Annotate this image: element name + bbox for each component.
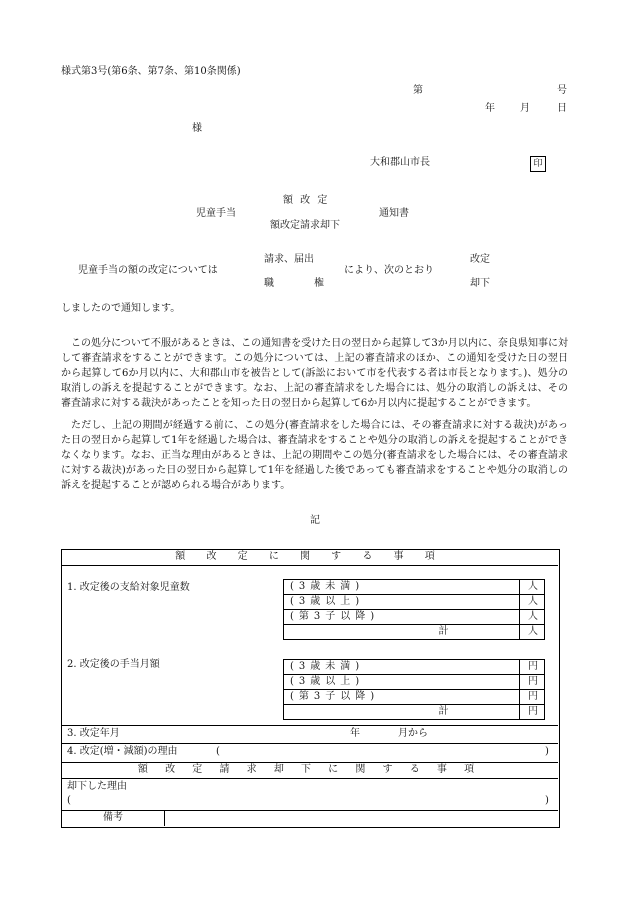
remarks-label: 備考: [103, 812, 123, 823]
reject-paren-open: (: [67, 795, 71, 806]
title-option-reject: 額改定請求却下: [270, 220, 340, 231]
cat-total: 計: [284, 705, 520, 720]
item3-year: 年: [350, 728, 360, 739]
child-count-table: [283, 579, 545, 640]
official-seal: 印: [530, 156, 546, 172]
unit-person: 人: [520, 625, 545, 640]
title-right: 通知書: [379, 208, 409, 219]
title-option-revision: 額 改 定: [283, 195, 330, 206]
number-prefix: 第: [413, 85, 423, 96]
item3-month: 月から: [398, 728, 428, 739]
basis-bottom-right: 権: [314, 278, 324, 289]
basis-top: 請求、届出: [264, 254, 314, 265]
reject-reason-label: 却下した理由: [67, 781, 127, 792]
item2-label: 2. 改定後の手当月額: [67, 659, 160, 670]
notice-middle: により、次のとおり: [344, 265, 434, 276]
basis-bottom-left: 職: [264, 278, 274, 289]
addressee-suffix: 様: [192, 123, 202, 134]
unit-yen: 円: [520, 705, 545, 720]
unit-yen: 円: [520, 675, 545, 690]
date-year: 年: [485, 103, 495, 114]
reject-paren-close: ): [545, 795, 549, 806]
date-month: 月: [520, 103, 530, 114]
issuer-name: 大和郡山市長: [370, 157, 430, 168]
cat-total: 計: [284, 625, 520, 640]
ki-mark: 記: [310, 515, 320, 526]
unit-yen: 円: [520, 690, 545, 705]
item4-paren-close: ): [545, 746, 549, 757]
result-top: 改定: [470, 254, 490, 265]
unit-person: 人: [520, 610, 545, 625]
cat-third-child: (第3子以降): [284, 690, 520, 705]
item4-label: 4. 改定(増・減額)の理由: [67, 746, 178, 757]
unit-person: 人: [520, 580, 545, 595]
item4-paren-open: (: [216, 746, 220, 757]
section-header-revision: 額 改 定 に 関 す る 事 項: [175, 551, 444, 562]
appeal-paragraph-1: この処分について不服があるときは、この通知書を受けた日の翌日から起算して3か月以内に、奈良県知事に対して審査請求をすることができます。この処分については、上記の審査請求のほか、この通知を受けた日の翌日から起算して6か月以内に、大和郡山市を被告として(訴訟において市を代表する者は市長となります。)、処分の取消しの訴えを提起することができます。なお、上記の審査請求をした場合には、処分の取消しの訴えは、その審査請求に対する裁決があったことを知った日の翌日から起算して6か月以内に提起することができます。: [61, 338, 568, 409]
date-day: 日: [557, 103, 567, 114]
cat-under3: (3歳未満): [284, 660, 520, 675]
item1-label: 1. 改定後の支給対象児童数: [67, 582, 190, 593]
result-bottom: 却下: [470, 278, 490, 289]
cat-over3: (3歳以上): [284, 675, 520, 690]
notice-lead: 児童手当の額の改定については: [78, 265, 218, 276]
cat-third-child: (第3子以降): [284, 610, 520, 625]
form-id: 様式第3号(第6条、第7条、第10条関係): [61, 66, 241, 77]
allowance-table: [283, 659, 545, 720]
unit-person: 人: [520, 595, 545, 610]
appeal-paragraph-2: ただし、上記の期間が経過する前に、この処分(審査請求をした場合には、その審査請求に対する裁決)があった日の翌日から起算して1年を経過した場合は、審査請求をすることや処分の取消しの訴えを提起することができなくなります。なお、正当な理由があるときは、上記の期間やこの処分(審査請求をした場合には、その審査請求に対する裁決)があった日の翌日から起算して1年を経過した後であっても審査請求をすることや処分の取消しの訴えを提起することが認められる場合があります。: [61, 420, 568, 491]
title-left: 児童手当: [196, 208, 236, 219]
unit-yen: 円: [520, 660, 545, 675]
cat-over3: (3歳以上): [284, 595, 520, 610]
section-header-reject: 額 改 定 請 求 却 下 に 関 す る 事 項: [137, 764, 482, 775]
item3-label: 3. 改定年月: [67, 728, 120, 739]
cat-under3: (3歳未満): [284, 580, 520, 595]
notice-closing: しましたので通知します。: [61, 303, 181, 314]
number-suffix: 号: [557, 85, 567, 96]
